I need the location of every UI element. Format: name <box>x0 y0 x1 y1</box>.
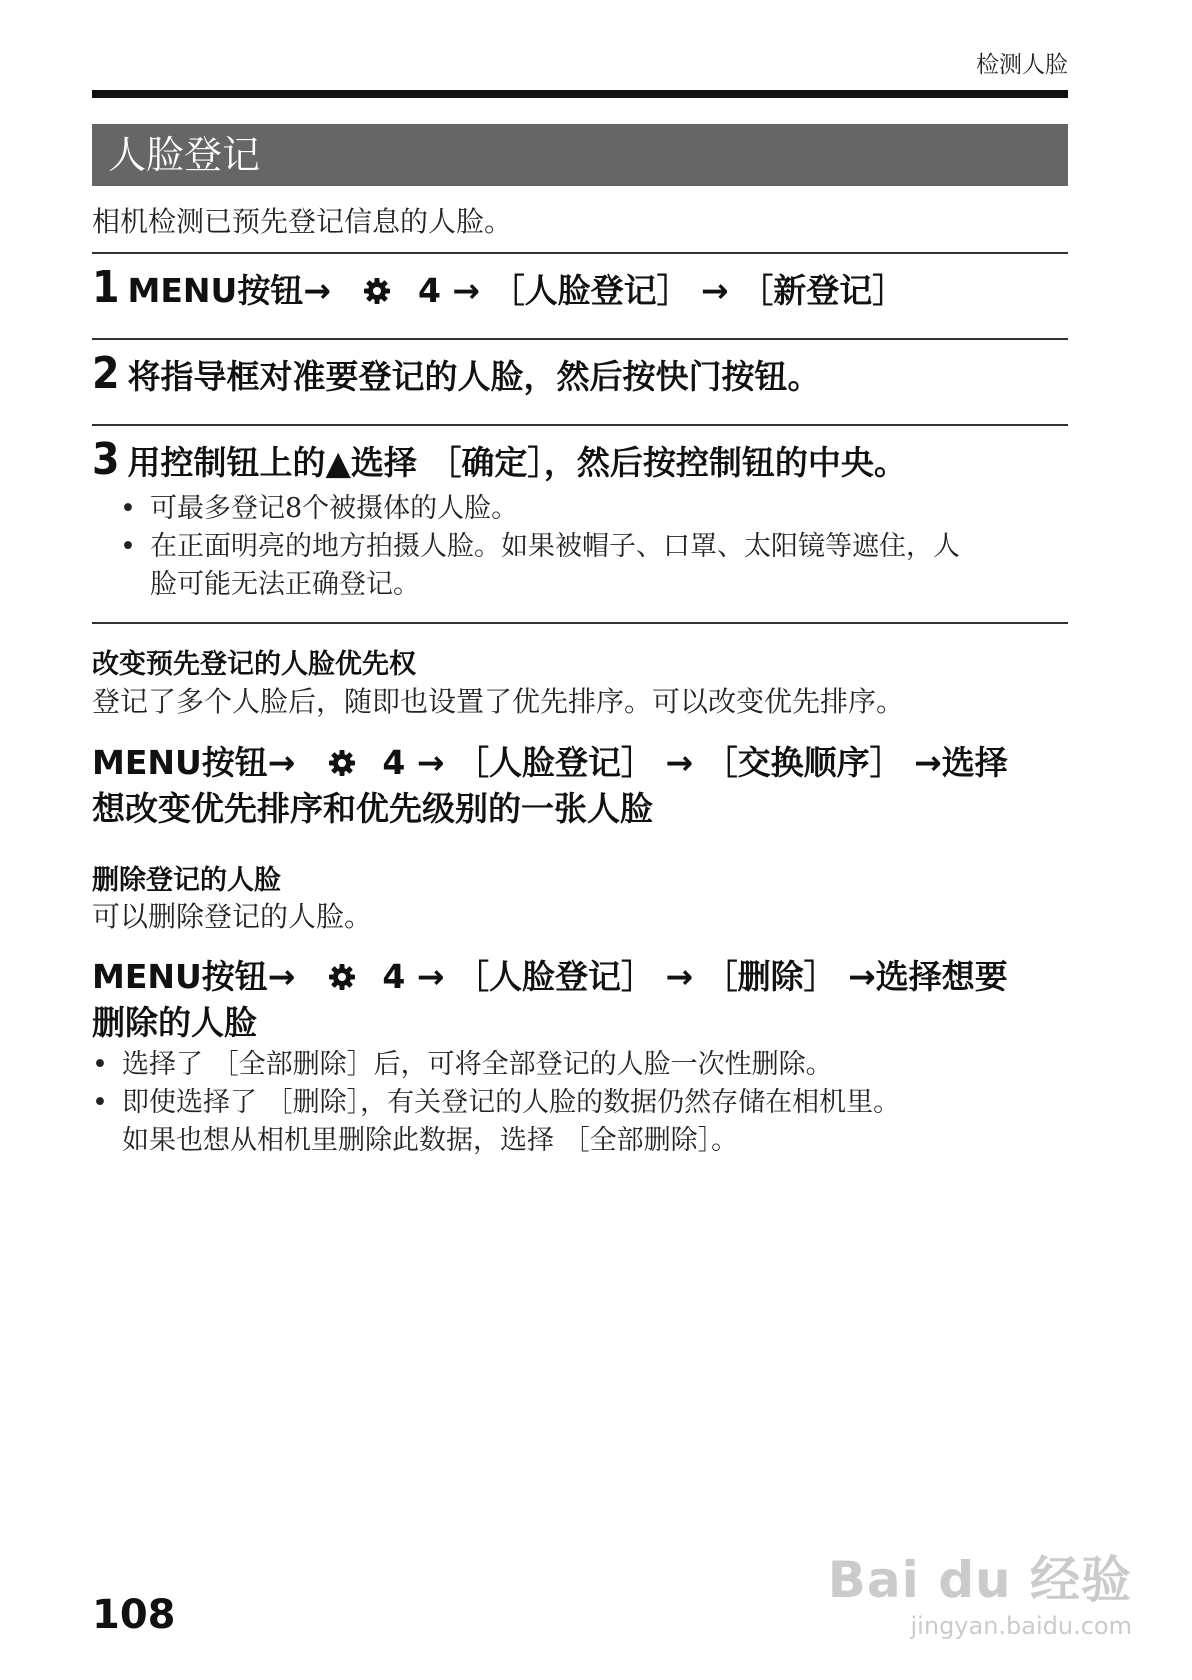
step-1 <box>92 262 906 313</box>
header-rule <box>92 90 1068 98</box>
step-1-menu: MENU按钮→ <box>127 271 343 310</box>
step-1-path: 4 → ［人脸登记］ → ［新登记］ <box>406 271 906 310</box>
note-item: • 在正面明亮的地方拍摄人脸。如果被帽子、口罩、太阳镜等遮住，人 <box>120 528 960 566</box>
priority-text: 登记了多个人脸后，随即也设置了优先排序。可以改变优先排序。 <box>92 685 905 718</box>
menu-path-rest: 4 → ［人脸登记］ → ［交换顺序］ →选择 <box>370 743 1008 782</box>
note-item: • 即使选择了 ［删除］，有关登记的人脸的数据仍然存储在相机里。 <box>92 1084 900 1122</box>
delete-text: 可以删除登记的人脸。 <box>92 900 373 933</box>
intro-text: 相机检测已预先登记信息的人脸。 <box>92 205 513 238</box>
watermark-url: jingyan.baidu.com <box>910 1612 1132 1640</box>
divider <box>92 424 1068 426</box>
step-number: 3 <box>92 434 120 485</box>
divider <box>92 252 1068 254</box>
menu-path-start: MENU按钮→ <box>92 957 307 996</box>
priority-menu-path <box>92 740 1072 832</box>
section-title-bar <box>92 124 1068 186</box>
note-item-continuation: 脸可能无法正确登记。 <box>150 569 420 600</box>
menu-path-line2: 想改变优先排序和优先级别的一张人脸 <box>92 789 653 828</box>
gear-icon <box>327 748 357 778</box>
step-2-text: 将指导框对准要登记的人脸，然后按快门按钮。 <box>127 357 821 396</box>
step-number: 1 <box>92 262 120 313</box>
delete-menu-path <box>92 954 1072 1046</box>
gear-icon <box>362 276 392 306</box>
gear-icon <box>327 962 357 992</box>
section-title: 人脸登记 <box>108 133 261 177</box>
priority-heading: 改变预先登记的人脸优先权 <box>92 649 416 680</box>
note-item: • 可最多登记8个被摄体的人脸。 <box>120 490 960 528</box>
step-3-text: 用控制钮上的▲选择 ［确定］，然后按控制钮的中央。 <box>127 443 907 482</box>
note-item-continuation: 如果也想从相机里删除此数据，选择 ［全部删除］。 <box>122 1125 739 1156</box>
menu-path-rest: 4 → ［人脸登记］ → ［删除］ →选择想要 <box>370 957 1008 996</box>
divider <box>92 622 1068 624</box>
step-number: 2 <box>92 348 120 399</box>
page-number: 108 <box>92 1592 176 1638</box>
step-3-notes <box>120 490 960 604</box>
note-item: • 选择了 ［全部删除］后，可将全部登记的人脸一次性删除。 <box>92 1046 900 1084</box>
step-3 <box>92 434 907 485</box>
watermark-brand: Bai du 经验 <box>827 1551 1132 1609</box>
delete-notes <box>92 1046 900 1160</box>
watermark <box>828 1540 1132 1640</box>
step-2 <box>92 348 821 399</box>
delete-heading: 删除登记的人脸 <box>92 865 281 896</box>
divider <box>92 338 1068 340</box>
running-head: 检测人脸 <box>976 52 1068 78</box>
menu-path-start: MENU按钮→ <box>92 743 307 782</box>
menu-path-line2: 删除的人脸 <box>92 1003 257 1042</box>
